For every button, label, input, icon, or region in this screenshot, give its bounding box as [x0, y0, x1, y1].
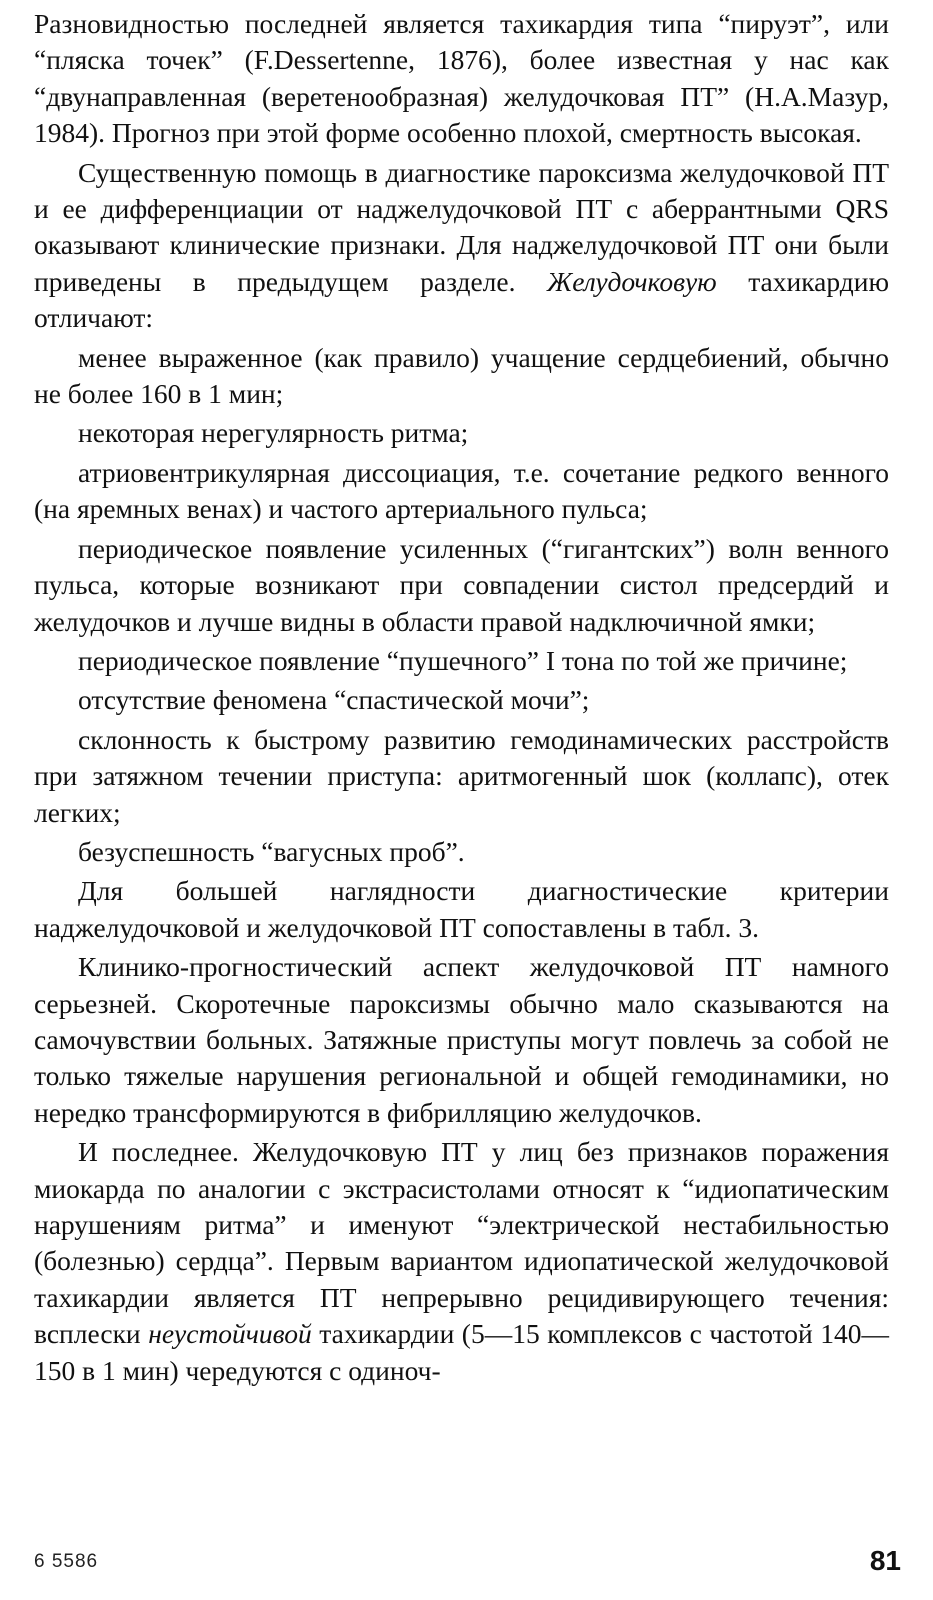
page-footer	[34, 1545, 901, 1585]
paragraph-prognosis: Клинико-прогностический аспект желудочковой ПТ намного серьезней. Скоротечные пароксизмы обычно мало сказываются на самочувствии больных. Затяжные приступы могут повлечь за собой не только тяжелые нарушения региональной и общей гемодинамики, но нередко трансформируются в фибрилляцию желудочков.	[34, 951, 889, 1128]
list-item: периодическое появление усиленных (“гигантских”) волн венного пульса, которые возникают при совпадении систол предсердий и желудочков и лучше видны в области правой надключичной ямки;	[34, 532, 889, 637]
list-item: периодическое появление “пушечного” I тона по той же причине;	[78, 644, 848, 676]
list-item: атриовентрикулярная диссоциация, т.е. сочетание редкого венного (на яремных венах) и частого артериального пульса;	[34, 456, 889, 525]
paragraph-clinical-signs: Существенную помощь в диагностике пароксизма желудочковой ПТ и ее дифференциации от наджелудочковой ПТ с аберрантными QRS оказывают клинические признаки. Для наджелудочковой ПТ они были приведены в предыдущем разделе. Желудочковую тахикардию отличают:	[34, 156, 890, 334]
paragraph-table-reference: Для большей наглядности диагностические критерии наджелудочковой и желудочковой ПТ сопоставлены в табл. 3.	[34, 875, 889, 943]
list-item: отсутствие феномена “спастической мочи”;	[78, 684, 590, 716]
page-body	[34, 6, 889, 1392]
list-item: менее выраженное (как правило) учащение сердцебиений, обычно не более 160 в 1 мин;	[34, 341, 889, 410]
emphasis-ventricular: Желудочковую	[547, 265, 717, 297]
list-item: склонность к быстрому развитию гемодинамических расстройств при затяжном течении приступа: аритмогенный шок (коллапс), отек легких;	[34, 723, 889, 828]
page-number: 81	[869, 1545, 901, 1576]
paragraph-idiopathic: И последнее. Желудочковую ПТ у лиц без признаков поражения миокарда по аналогии с экстрасистолами относят к “идиопатическим нарушениям ритма” и именуют “электрической нестабильностью (болезнью) сердца”. Первым вариантом идиопатической желудочковой тахикардии является ПТ непрерывно рецидивирующего течения: всплески неустойчивой тахикардии (5—15 комплексов с частотой 140—150 в 1 мин) чередуются с одиноч-	[34, 1136, 890, 1386]
paragraph-torsades: Разновидностью последней является тахикардия типа “пируэт”, или “пляска точек” (F.Dessertenne, 1876), более известная у нас как “двунаправленная (веретенообразная) желудочковая ПТ” (Н.А.Мазур, 1984). Прогноз при этой форме особенно плохой, смертность высокая.	[34, 8, 889, 149]
list-item: безуспешность “вагусных проб”.	[78, 835, 465, 867]
emphasis-unstable: неустойчивой	[148, 1318, 312, 1350]
print-signature: 6 5586	[34, 1551, 99, 1572]
list-item: некоторая нерегулярность ритма;	[78, 417, 469, 449]
